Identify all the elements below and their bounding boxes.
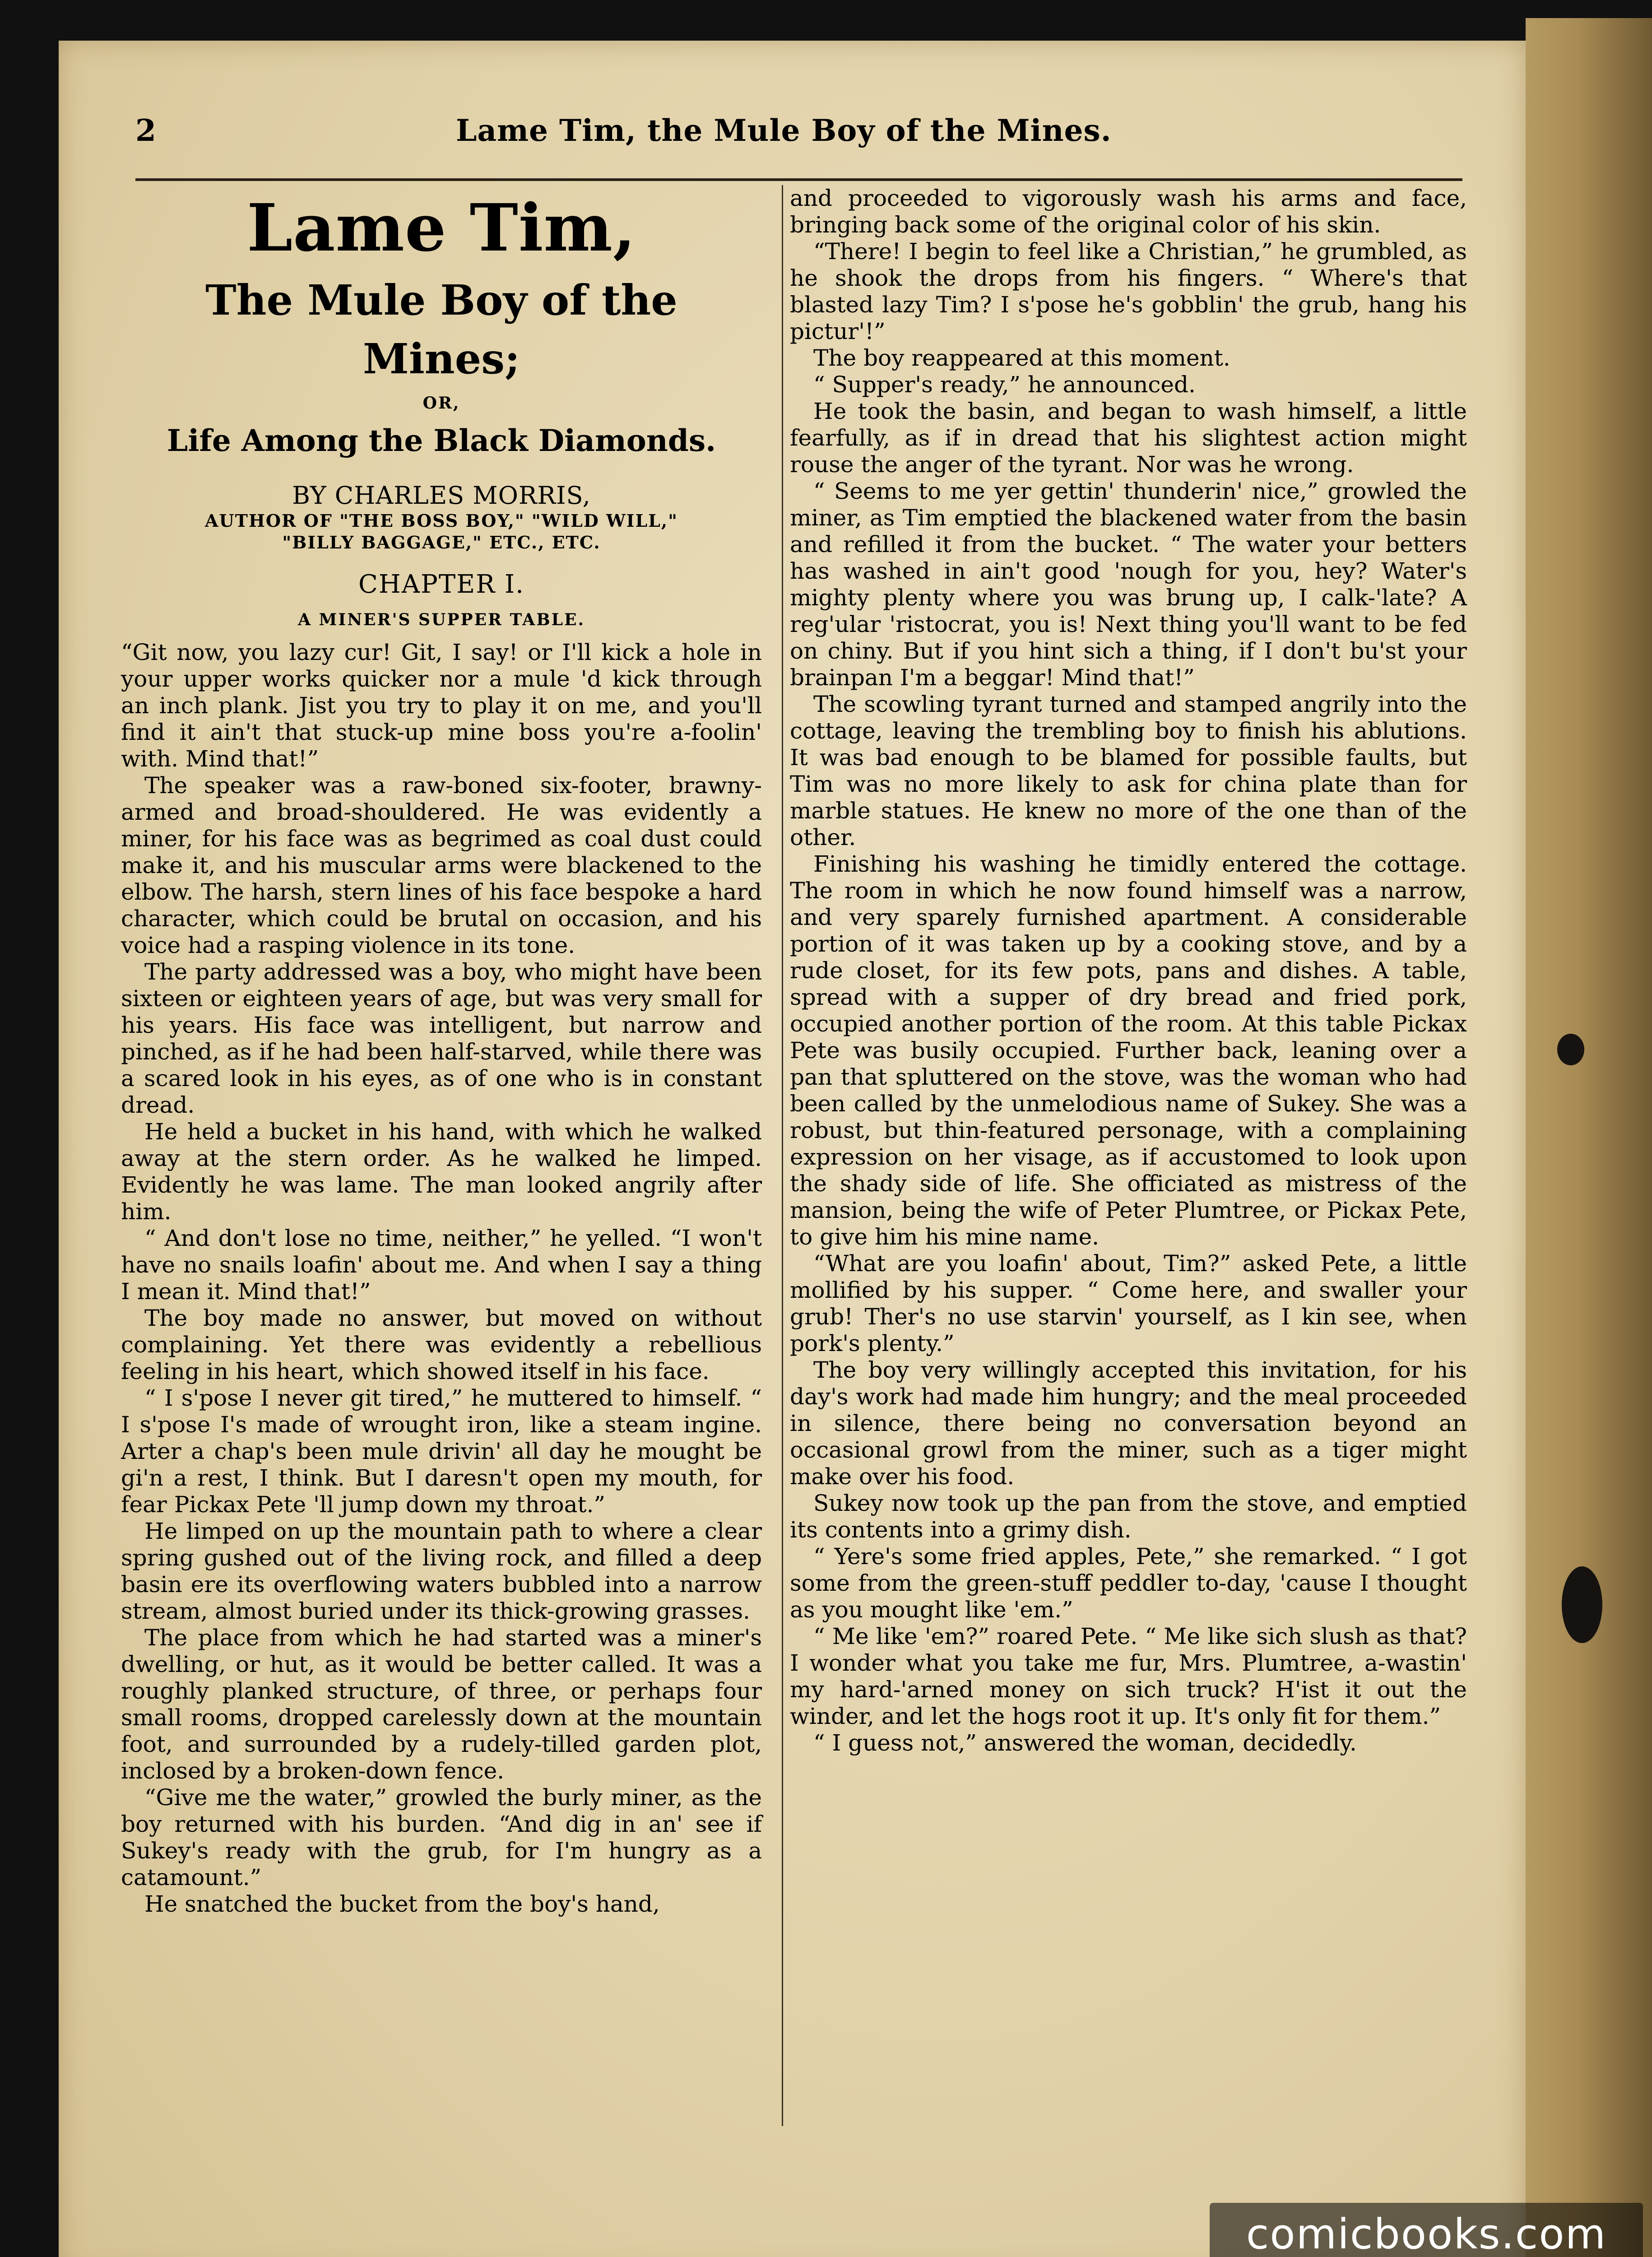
paragraph: “ And don't lose no time, neither,” he yelled. “I won't have no snails loafin' about me. And when I say a thing I mean it. Mind that!” xyxy=(121,1225,762,1305)
story-title: Lame Tim, xyxy=(246,190,636,266)
alternate-title: Life Among the Black Diamonds. xyxy=(167,423,716,458)
running-head xyxy=(135,113,1309,167)
running-title: Lame Tim, the Mule Boy of the Mines. xyxy=(456,113,1112,148)
paragraph: and proceeded to vigorously wash his arms and face, bringing back some of the original color of his skin. xyxy=(790,185,1467,238)
left-column-body xyxy=(121,639,762,1918)
paragraph: The speaker was a raw-boned six-footer, brawny-armed and broad-shouldered. He was evidently a miner, for his face was as begrimed as coal dust could make it, and his muscular arms were blackened to the elbow. The harsh, stern lines of his face bespoke a hard character, which could be brutal on occasion, and his voice had a rasping violence in its tone. xyxy=(121,772,762,958)
paragraph: The party addressed was a boy, who might have been sixteen or eighteen years of age, but was very small for his years. His face was intelligent, but narrow and pinched, as if he had been half-starved, while there was a scared look in his eyes, as of one who is in constant dread. xyxy=(121,959,762,1118)
paragraph: The boy reappeared at this moment. xyxy=(813,345,1230,371)
author-credits: "BILLY BAGGAGE," ETC., ETC. xyxy=(282,532,601,553)
paragraph: He took the basin, and began to wash himself, a little fearfully, as if in dread that his slightest action might rouse the anger of the tyrant. Nor was he wrong. xyxy=(790,398,1467,478)
left-column xyxy=(121,185,762,1918)
story-heading xyxy=(121,185,762,635)
adjacent-page-edge xyxy=(1526,18,1652,2257)
right-column xyxy=(790,185,1467,1756)
binding-hole xyxy=(1562,1566,1602,1643)
paragraph: Finishing his washing he timidly entered the cottage. The room in which he now found himself was a narrow, and very sparely furnished apartment. A considerable portion of it was taken up by a cooking stove, and by a rude closet, for its few pots, pans and dishes. A table, spread with a supper of dry bread and fried pork, occupied another portion of the room. At this table Pickax Pete was busily occupied. Further back, leaning over a pan that spluttered on the stove, was the woman who had been called by the unmelodious name of Sukey. She was a robust, but thin-featured personage, with a complaining expression on her visage, as if accustomed to look upon the shady side of life. She officiated as mistress of the mansion, being the wife of Peter Plumtree, or Pickax Pete, to give him his mine name. xyxy=(790,851,1467,1250)
paragraph: “Git now, you lazy cur! Git, I say! or I'll kick a hole in your upper works quicker nor a mule 'd kick through an inch plank. Jist you try to play it on me, and you'll find it ain't that stuck-up mine boss you're a-foolin' with. Mind that!” xyxy=(121,639,762,772)
paragraph: He snatched the bucket from the boy's hand, xyxy=(144,1891,660,1917)
paragraph: The place from which he had started was a miner's dwelling, or hut, as it would be better called. It was a roughly planked structure, of three, or perhaps four small rooms, dropped carelessly down at the mountain foot, and surrounded by a rudely-tilled garden plot, inclosed by a broken-down fence. xyxy=(121,1625,762,1784)
paragraph: “ I s'pose I never git tired,” he muttered to himself. “ I s'pose I's made of wrought iron, like a steam ingine. Arter a chap's been mule drivin' all day he mought be gi'n a rest, I think. But I daresn't open my mouth, for fear Pickax Pete 'll jump down my throat.” xyxy=(121,1385,762,1518)
paragraph: “ Me like 'em?” roared Pete. “ Me like sich slush as that? I wonder what you take me fur, Mrs. Plumtree, a-wastin' my hard-'arned money on sich truck? H'ist it out the winder, and let the hogs root it up. It's only fit for them.” xyxy=(790,1623,1467,1729)
binding-hole xyxy=(1557,1034,1584,1065)
paragraph: The boy very willingly accepted this invitation, for his day's work had made him hungry; and the meal proceeded in silence, there being no conversation beyond an occasional growl from the miner, such as a tiger might make over his food. xyxy=(790,1357,1467,1490)
paragraph: “ Yere's some fried apples, Pete,” she remarked. “ I got some from the green-stuff peddler to-day, 'cause I thought as you mought like 'em.” xyxy=(790,1543,1467,1623)
watermark: comicbooks.com xyxy=(1210,2203,1643,2257)
page-number: 2 xyxy=(135,113,156,148)
paragraph: He held a bucket in his hand, with which he walked away at the stern order. As he walked he limped. Evidently he was lame. The man looked angrily after him. xyxy=(121,1119,762,1225)
column-divider xyxy=(782,185,783,2126)
or-label: OR, xyxy=(422,394,460,413)
chapter-subtitle: A MINER'S SUPPER TABLE. xyxy=(298,610,585,629)
paragraph: Sukey now took up the pan from the stove, and emptied its contents into a grimy dish. xyxy=(790,1490,1467,1543)
paragraph: “What are you loafin' about, Tim?” asked Pete, a little mollified by his supper. “ Come here, and swaller your grub! Ther's no use starvin' yourself, as I kin see, when pork's plenty.” xyxy=(790,1250,1467,1356)
paragraph: “There! I begin to feel like a Christian,” he grumbled, as he shook the drops from his fingers. “ Where's that blasted lazy Tim? I s'pose he's gobblin' the grub, hang his pictur'!” xyxy=(790,238,1467,344)
paragraph: “Give me the water,” growled the burly miner, as the boy returned with his burden. “And dig in an' see if Sukey's ready with the grub, for I'm hungry as a catamount.” xyxy=(121,1784,762,1890)
byline: BY CHARLES MORRIS, xyxy=(292,481,591,510)
paragraph: The boy made no answer, but moved on without complaining. Yet there was evidently a rebellious feeling in his heart, which showed itself in his face. xyxy=(121,1305,762,1384)
author-credits: AUTHOR OF "THE BOSS BOY," "WILD WILL," xyxy=(205,511,678,531)
story-subtitle: The Mule Boy of the Mines; xyxy=(205,276,678,383)
chapter-heading: CHAPTER I. xyxy=(358,570,524,599)
paragraph: “ Supper's ready,” he announced. xyxy=(813,372,1196,398)
paragraph: “ I guess not,” answered the woman, decidedly. xyxy=(813,1730,1357,1756)
paragraph: “ Seems to me yer gettin' thunderin' nice,” growled the miner, as Tim emptied the blackened water from the basin and refilled it from the bucket. “ The water your betters has washed in ain't good 'nough for you, hey? Water's mighty plenty where you was brung up, I calk-'late? A reg'ular 'ristocrat, you is! Next thing you'll want to be fed on chiny. But if you hint sich a thing, if I don't bu'st your brainpan I'm a beggar! Mind that!” xyxy=(790,478,1467,691)
header-rule xyxy=(135,178,1462,181)
paragraph: He limped on up the mountain path to where a clear spring gushed out of the living rock, and filled a deep basin ere its overflowing waters bubbled into a narrow stream, almost buried under its thick-growing grasses. xyxy=(121,1518,762,1624)
paragraph: The scowling tyrant turned and stamped angrily into the cottage, leaving the trembling boy to finish his ablutions. It was bad enough to be blamed for possible faults, but Tim was no more likely to ask for china plate than for marble statues. He knew no more of the one than of the other. xyxy=(790,691,1467,850)
